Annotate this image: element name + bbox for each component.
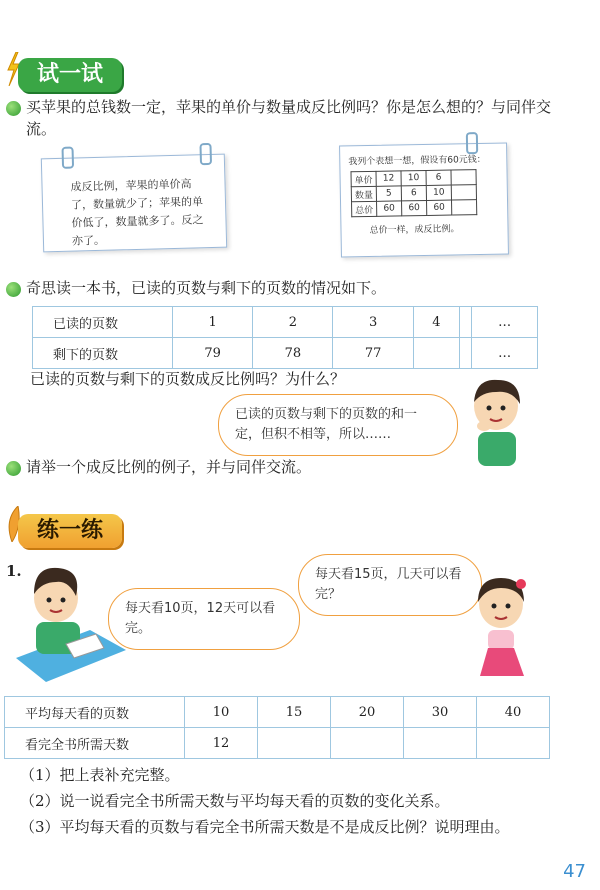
paperclip-icon bbox=[199, 143, 212, 165]
note-right-title: 我列个表想一想，假设有60元钱： bbox=[348, 154, 486, 168]
mini-cell: 10 bbox=[426, 185, 451, 200]
mini-cell: 6 bbox=[401, 185, 426, 200]
note-left bbox=[41, 154, 227, 253]
note-right bbox=[339, 143, 509, 258]
speech-bubble-girl: 每天看15页，几天可以看完？ bbox=[298, 554, 482, 616]
table-cell bbox=[460, 338, 472, 369]
table-cell: 10 bbox=[185, 697, 258, 728]
table-cell: 77 bbox=[333, 338, 413, 369]
mini-cell: 5 bbox=[376, 186, 401, 201]
question-apples: 买苹果的总钱数一定，苹果的单价与数量成反比例吗？你是怎么想的？与同伴交流。 bbox=[26, 98, 552, 138]
table-cell: 看完全书所需天数 bbox=[5, 728, 185, 759]
speech-bubble-boy-reading: 每天看10页，12天可以看完。 bbox=[108, 588, 300, 650]
table-row bbox=[5, 728, 550, 759]
table-cell: 30 bbox=[404, 697, 477, 728]
table-cell: 已读的页数 bbox=[33, 307, 173, 338]
page-number: 47 bbox=[563, 861, 586, 882]
table-cell: 2 bbox=[253, 307, 333, 338]
table-cell: … bbox=[472, 307, 538, 338]
bullet-icon bbox=[6, 461, 21, 476]
table-cell: 12 bbox=[185, 728, 258, 759]
question-book: 奇思读一本书，已读的页数与剩下的页数的情况如下。 bbox=[26, 279, 387, 297]
mini-cell bbox=[451, 185, 476, 200]
section-banner-try: 试一试 bbox=[18, 58, 122, 92]
sub-question-2: （2）说一说看完全书所需天数与平均每天看的页数的变化关系。 bbox=[20, 792, 450, 810]
speech-bubble-boy: 已读的页数与剩下的页数的和一定，但积不相等，所以…… bbox=[218, 394, 458, 456]
table-cell: … bbox=[472, 338, 538, 369]
bullet-icon bbox=[6, 101, 21, 116]
table-cell bbox=[258, 728, 331, 759]
mini-cell bbox=[452, 200, 477, 215]
question-example: 请举一个成反比例的例子，并与同伴交流。 bbox=[26, 458, 312, 476]
table-cell bbox=[477, 728, 550, 759]
table-cell bbox=[404, 728, 477, 759]
note-left-text: 成反比例，苹果的单价高了，数量就少了；苹果的单价低了，数量就多了。反之亦了。 bbox=[70, 177, 204, 248]
table-cell: 4 bbox=[413, 307, 459, 338]
mini-cell: 6 bbox=[426, 170, 451, 185]
mini-cell bbox=[451, 170, 476, 185]
table-cell: 79 bbox=[173, 338, 253, 369]
exercise-number: 1. bbox=[6, 562, 22, 580]
mini-cell: 12 bbox=[376, 171, 401, 186]
table-row bbox=[33, 307, 538, 338]
note-right-footer: 总价一样，成反比例。 bbox=[369, 224, 460, 236]
table-cell: 20 bbox=[331, 697, 404, 728]
girl-figure bbox=[466, 572, 536, 682]
paperclip-icon bbox=[466, 132, 478, 154]
mini-cell: 60 bbox=[377, 201, 402, 216]
table-cell: 40 bbox=[477, 697, 550, 728]
mini-cell: 单价 bbox=[351, 171, 376, 186]
mini-cell: 总价 bbox=[352, 201, 377, 216]
book-question: 已读的页数与剩下的页数成反比例吗？为什么？ bbox=[30, 370, 346, 388]
table-row bbox=[33, 338, 538, 369]
table-row bbox=[5, 697, 550, 728]
reading-days-table bbox=[4, 696, 550, 759]
section-banner-practice: 练一练 bbox=[18, 514, 122, 548]
mini-cell: 10 bbox=[401, 170, 426, 185]
table-cell: 剩下的页数 bbox=[33, 338, 173, 369]
mini-cell: 60 bbox=[427, 200, 452, 215]
table-cell: 78 bbox=[253, 338, 333, 369]
mini-cell: 60 bbox=[402, 200, 427, 215]
sub-question-1: （1）把上表补充完整。 bbox=[20, 766, 180, 784]
sub-question-3: （3）平均每天看的页数与看完全书所需天数是不是成反比例？说明理由。 bbox=[20, 818, 510, 836]
table-cell bbox=[413, 338, 459, 369]
table-cell bbox=[331, 728, 404, 759]
paperclip-icon bbox=[62, 147, 75, 169]
bullet-icon bbox=[6, 282, 21, 297]
note-right-table bbox=[350, 169, 477, 217]
table-cell: 15 bbox=[258, 697, 331, 728]
mini-cell: 数量 bbox=[351, 186, 376, 201]
table-cell: 3 bbox=[333, 307, 413, 338]
table-cell: 平均每天看的页数 bbox=[5, 697, 185, 728]
table-cell bbox=[460, 307, 472, 338]
book-pages-table bbox=[32, 306, 538, 369]
table-cell: 1 bbox=[173, 307, 253, 338]
